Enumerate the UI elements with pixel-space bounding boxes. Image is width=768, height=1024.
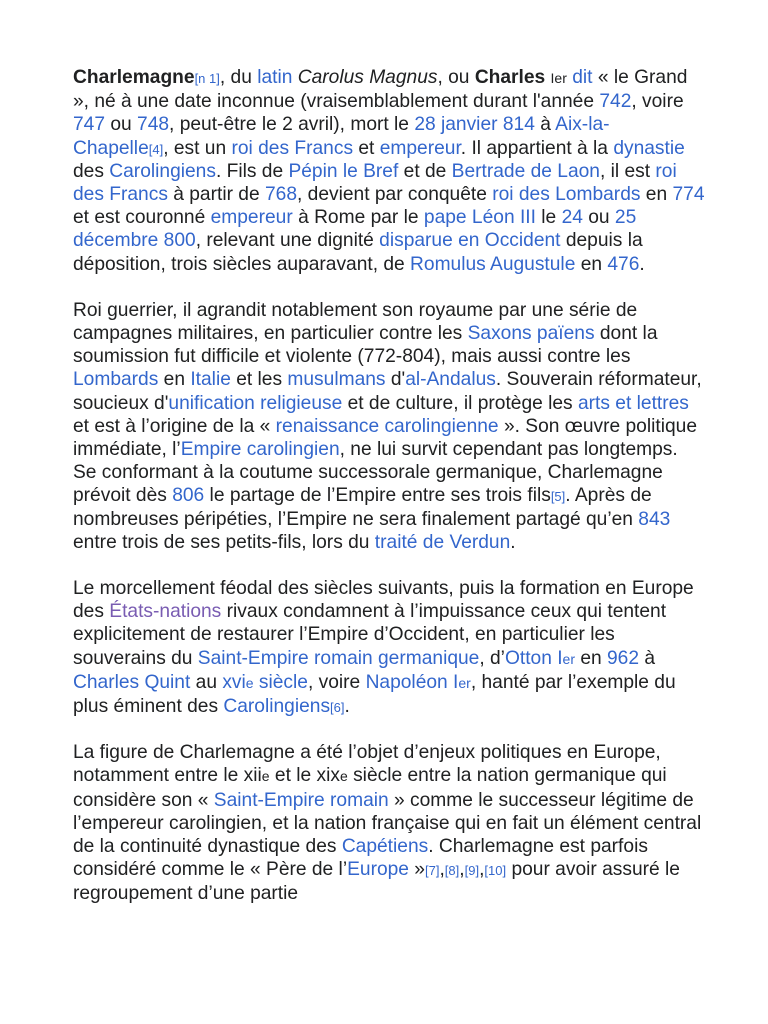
text-run: , hanté par l’exemple du plus éminent des — [73, 671, 676, 718]
link-25-decembre[interactable]: 25 décembre — [73, 207, 637, 252]
text-run: , relevant une dignité — [195, 230, 380, 252]
text-run: . Charlemagne est parfois considéré comme le « Père de l’ — [73, 836, 648, 881]
ordinal-suffix: e — [339, 768, 348, 785]
link-dit[interactable]: dit — [572, 67, 593, 88]
link-aix-la-chapelle[interactable]: Aix-la-Chapelle — [73, 114, 610, 159]
text-run: , du — [219, 67, 258, 88]
text-run: . Après de nombreuses péripéties, l’Empire ne sera finalement partagé qu’en — [73, 485, 652, 530]
link-arts-et-lettres[interactable]: arts et lettres — [577, 392, 689, 414]
paragraph-legacy — [73, 577, 705, 718]
link-carolingiens[interactable]: Carolingiens — [223, 696, 331, 718]
text-run: . — [510, 531, 516, 553]
text-run: et est couronné — [73, 207, 211, 229]
reference-link[interactable]: [6] — [330, 700, 345, 716]
link-disparue-en-occident[interactable]: disparue en Occident — [379, 230, 561, 252]
text-run: . Souverain réformateur, soucieux d' — [73, 369, 702, 414]
text-run: Le morcellement féodal des siècles suivants, puis la formation en Europe des — [73, 578, 694, 623]
text-run: et est à l’origine de la « — [73, 415, 276, 437]
link-24[interactable]: 24 — [561, 207, 583, 229]
link-806[interactable]: 806 — [172, 485, 205, 507]
text-run: à — [534, 114, 556, 136]
link-romulus-augustule[interactable]: Romulus Augustule — [410, 253, 576, 275]
text-run: ». Son œuvre politique immédiate, l’ — [73, 415, 697, 461]
link-capetiens[interactable]: Capétiens — [341, 836, 429, 858]
text-run: , voire — [307, 671, 366, 693]
link-pape-leon-iii[interactable]: pape Léon III — [423, 207, 536, 229]
link-roi-des-francs[interactable]: roi des Francs — [73, 160, 677, 206]
reference-link[interactable]: [8] — [444, 863, 460, 879]
link-28-janvier[interactable]: 28 janvier — [414, 114, 498, 136]
text-run: . Fils de — [215, 160, 289, 182]
text-run: et le xix — [269, 765, 340, 787]
text-run: , ou — [437, 67, 475, 88]
text-run: siècle entre la nation germanique qui considère son « — [73, 765, 667, 811]
link-siecle[interactable]: siècle — [253, 671, 308, 693]
text-run: ou — [105, 114, 138, 136]
link-al-andalus[interactable]: al-Andalus — [405, 369, 496, 391]
link-814[interactable]: 814 — [502, 114, 535, 136]
link-saint-empire-romain-germanique[interactable]: Saint-Empire romain germanique — [197, 647, 480, 669]
ordinal-suffix: Ier — [550, 70, 567, 86]
text-run: le — [535, 207, 562, 229]
text-run: et les — [230, 369, 288, 391]
text-run: , d’ — [479, 647, 505, 669]
link-lombards[interactable]: Lombards — [73, 369, 159, 391]
text-run: d' — [385, 369, 406, 391]
text-run: le partage de l’Empire entre ses trois fils — [204, 485, 551, 507]
link-roi-des-francs[interactable]: roi des Francs — [231, 137, 354, 159]
link-napoleon-i[interactable]: Napoléon I — [365, 671, 459, 693]
text-run: et de — [398, 160, 452, 182]
reference-link[interactable]: [10] — [484, 863, 507, 879]
text-run: La figure de Charlemagne a été l’objet d’enjeux politiques en Europe, notamment entre le xii — [73, 742, 661, 787]
link-747[interactable]: 747 — [73, 114, 106, 136]
text-run: , ne lui survit cependant pas longtemps. Se conformant à la coutume successorale germanique, Charlemagne prévoit dès — [73, 439, 678, 507]
link-xvi[interactable]: xvi — [222, 671, 246, 693]
link-476[interactable]: 476 — [607, 253, 640, 275]
text-run: en — [575, 647, 608, 669]
paragraph-intro — [73, 66, 705, 276]
italic-term: Carolus Magnus — [297, 67, 438, 88]
article-body — [73, 66, 705, 928]
text-run: » — [408, 859, 425, 881]
link-musulmans[interactable]: musulmans — [287, 369, 386, 391]
link-768[interactable]: 768 — [264, 184, 297, 206]
link-748[interactable]: 748 — [137, 114, 170, 136]
text-run: à partir de — [167, 184, 265, 206]
text-run: , — [479, 859, 485, 881]
link-traite-de-verdun[interactable]: traité de Verdun — [374, 531, 511, 553]
link-charles-quint[interactable]: Charles Quint — [73, 671, 191, 693]
link-ordinal-suffix[interactable]: er — [458, 674, 471, 691]
text-run: entre trois de ses petits-fils, lors du — [73, 531, 375, 553]
text-run: . — [344, 696, 350, 718]
reference-link[interactable]: [4] — [148, 141, 164, 157]
reference-link[interactable]: [5] — [550, 489, 566, 505]
text-run: , est un — [163, 137, 232, 159]
link-latin[interactable]: latin — [257, 67, 293, 88]
link-ordinal-suffix[interactable]: er — [562, 650, 575, 667]
reference-link[interactable]: [9] — [464, 863, 480, 879]
link-empire-carolingien[interactable]: Empire carolingien — [180, 439, 340, 461]
text-run: Roi guerrier, il agrandit notablement son royaume par une série de campagnes militaires, en particulier contre les — [73, 299, 638, 345]
text-run: rivaux condamnent à l’impuissance ceux qui tentent explicitement de restaurer l’Empire d’Occident, en particulier les souverains du — [73, 601, 667, 669]
text-run: ou — [582, 207, 615, 229]
text-run: , — [439, 859, 445, 881]
text-run: en — [575, 253, 608, 275]
text-run: dont la soumission fut difficile et violente (772-804), mais aussi contre les — [73, 323, 658, 368]
link-europe[interactable]: Europe — [347, 859, 409, 881]
link-962[interactable]: 962 — [607, 647, 640, 669]
link-774[interactable]: 774 — [672, 184, 705, 206]
link-bertrade-de-laon[interactable]: Bertrade de Laon — [451, 160, 600, 182]
link-ordinal-suffix[interactable]: e — [245, 674, 254, 691]
text-run: » comme le successeur légitime de l’empereur carolingien, et la nation française qui en fait un élément central de la continuité dynastique des — [73, 789, 702, 858]
text-run: et de culture, il protège les — [342, 392, 578, 414]
link-saint-empire-romain[interactable]: Saint-Empire romain — [213, 789, 389, 811]
text-run: , — [459, 859, 465, 881]
text-run: « le Grand », né à une date inconnue (vraisemblablement durant l'année — [73, 67, 688, 113]
text-run: et — [353, 137, 380, 159]
bold-term: Charles — [474, 67, 551, 88]
link-etats-nations[interactable]: États-nations — [109, 601, 222, 623]
text-run: en — [640, 184, 673, 206]
text-run: , voire — [631, 91, 684, 113]
link-742[interactable]: 742 — [599, 91, 632, 113]
text-run: , devient par conquête — [297, 184, 493, 206]
text-run: des — [73, 160, 110, 182]
bold-term: Charlemagne — [73, 67, 195, 88]
link-roi-des-lombards[interactable]: roi des Lombards — [492, 184, 641, 206]
link-pepin-le-bref[interactable]: Pépin le Bref — [288, 160, 399, 182]
reference-link[interactable]: [7] — [424, 863, 440, 879]
text-run: . Il appartient à la — [460, 137, 614, 159]
link-otton-i[interactable]: Otton I — [504, 647, 563, 669]
text-run: en — [158, 369, 191, 391]
link-renaissance-carolingienne[interactable]: renaissance carolingienne — [275, 415, 499, 437]
link-843[interactable]: 843 — [638, 508, 671, 530]
ordinal-suffix: e — [261, 768, 270, 785]
link-italie[interactable]: Italie — [190, 369, 231, 391]
text-run: depuis la déposition, trois siècles auparavant, de — [73, 230, 643, 275]
link-empereur[interactable]: empereur — [210, 207, 293, 229]
text-run: , peut-être le 2 avril), mort le — [169, 114, 415, 136]
text-run: pour avoir assuré le regroupement d’une partie — [73, 859, 680, 904]
paragraph-political-figure — [73, 741, 705, 904]
text-run: à Rome par le — [292, 207, 424, 229]
link-800[interactable]: 800 — [163, 230, 196, 252]
text-run: au — [190, 671, 223, 693]
text-run: , il est — [599, 160, 656, 182]
paragraph-conquests — [73, 299, 705, 554]
link-carolingiens[interactable]: Carolingiens — [109, 160, 216, 182]
link-empereur[interactable]: empereur — [379, 137, 461, 159]
link-dynastie[interactable]: dynastie — [613, 137, 685, 159]
text-run: . — [639, 253, 645, 275]
link-unification-religieuse[interactable]: unification religieuse — [168, 392, 343, 414]
link-saxons-paiens[interactable]: Saxons païens — [467, 323, 595, 345]
reference-link[interactable]: [n 1] — [194, 71, 220, 86]
text-run: à — [639, 647, 656, 669]
